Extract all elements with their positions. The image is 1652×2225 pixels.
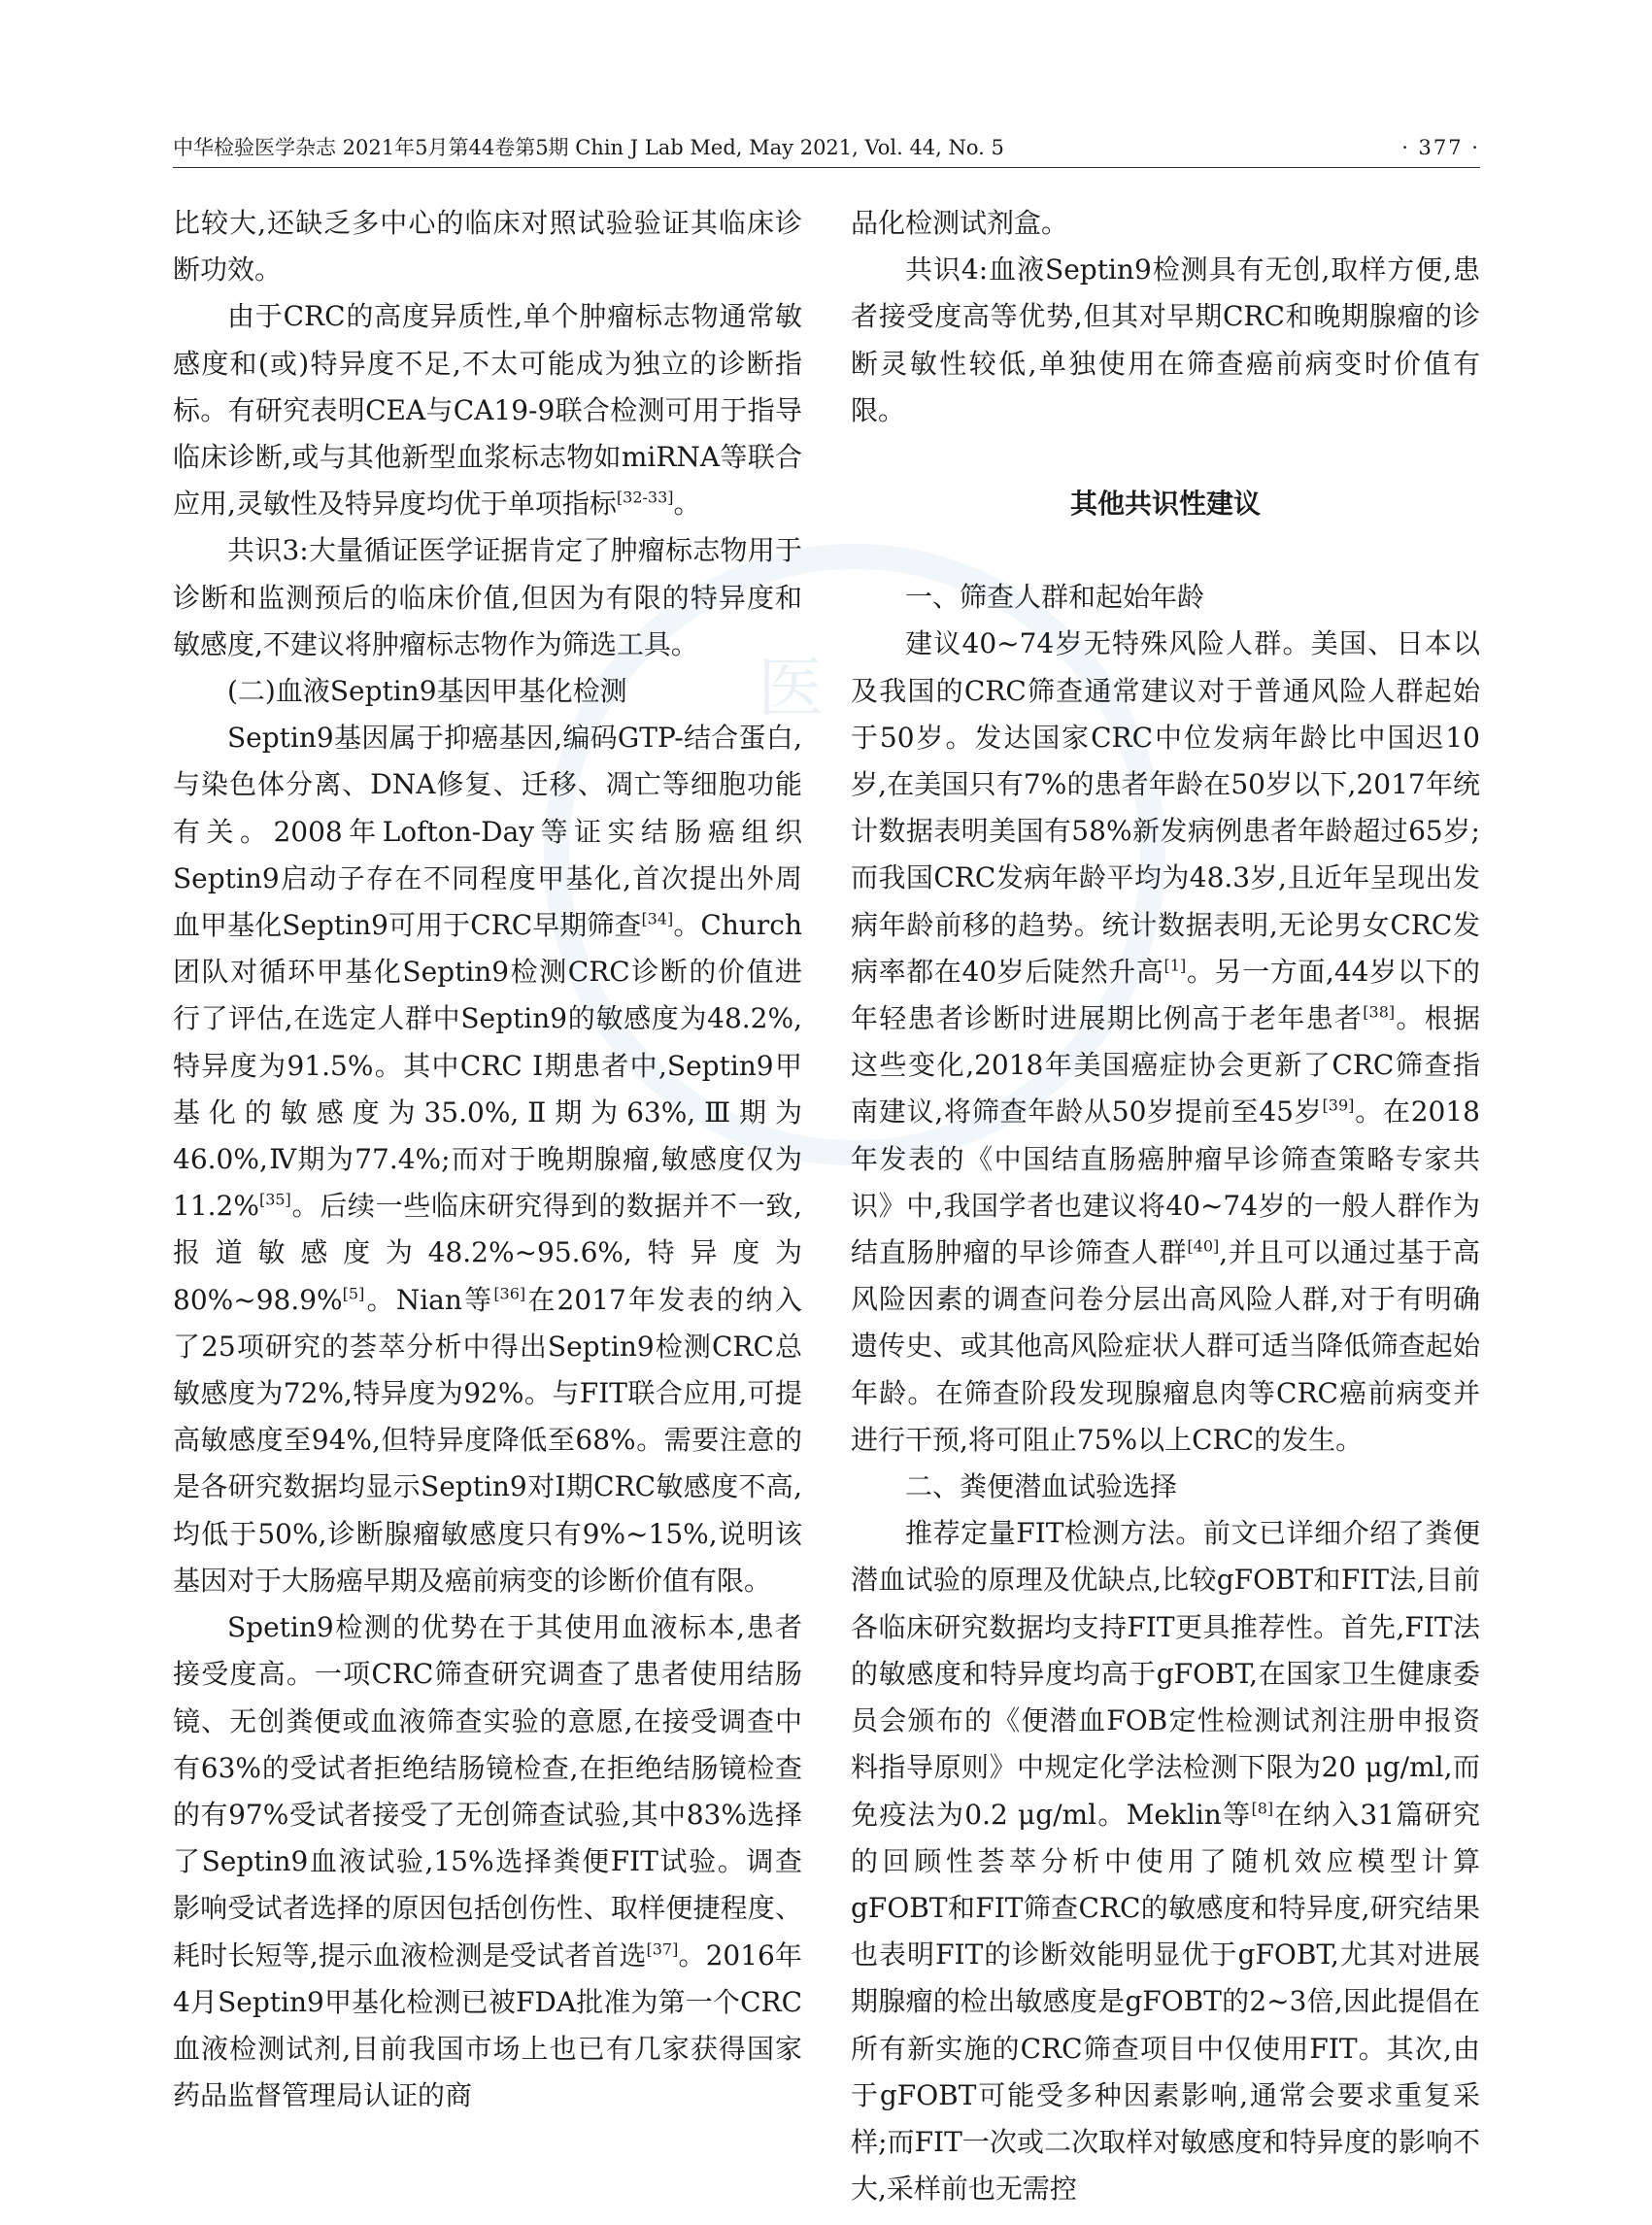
paragraph: 品化检测试剂盒。	[851, 207, 1069, 239]
section-title: 其他共识性建议	[1069, 488, 1261, 521]
journal-citation: 中华检验医学杂志 2021年5月第44卷第5期 Chin J Lab Med, May 2021, Vol. 44, No. 5	[173, 136, 1004, 159]
running-header	[173, 128, 1480, 168]
consensus-3: 共识3:大量循证医学证据肯定了肿瘤标志物用于诊断和监测预后的临床价值,但因为有限的特异度和敏感度,不建议将肿瘤标志物作为筛选工具。	[173, 534, 802, 660]
paragraph: 比较大,还缺乏多中心的临床对照试验验证其临床诊断功效。	[173, 207, 802, 287]
citation-ref: [34]	[641, 909, 674, 928]
subsection-heading: (二)血液Septin9基因甲基化检测	[227, 675, 627, 708]
watermark-glyph: 医	[758, 651, 825, 727]
paragraph: Spetin9检测的优势在于其使用血液标本,患者接受度高。一项CRC筛查研究调查了患者使用结肠镜、无创粪便或血液筛查实验的意愿,在接受调查中有63%的受试者拒绝结肠镜检查,在拒绝结肠镜检查的有97%受试者接受了无创筛查试验,其中83%选择了Septin9血液试验,15%选择粪便FIT试验。调查影响受试者选择的原因包括创伤性、取样便捷程度、耗时长短等,提示血液检测是受试者首选[37]。2016年4月Septin9甲基化检测已被FDA批准为第一个CRC血液检测试剂,目前我国市场上也已有几家获得国家药品监督管理局认证的商	[173, 1611, 802, 2112]
paragraph: 由于CRC的高度异质性,单个肿瘤标志物通常敏感度和(或)特异度不足,不太可能成为独立的诊断指标。有研究表明CEA与CA19-9联合检测可用于指导临床诊断,或与其他新型血浆标志物如miRNA等联合应用,灵敏性及特异度均优于单项指标[32-33]。	[173, 300, 802, 521]
subsection-heading: 二、粪便潜血试验选择	[905, 1470, 1178, 1503]
paragraph: 推荐定量FIT检测方法。前文已详细介绍了粪便潜血试验的原理及优缺点,比较gFOBT和FIT法,目前各临床研究数据均支持FIT更具推荐性。首先,FIT法的敏感度和特异度均高于gFOBT,在国家卫生健康委员会颁布的《便潜血FOB定性检测试剂注册申报资料指导原则》中规定化学法检测下限为20 μg/ml,而免疫法为0.2 μg/ml。Meklin等[8]在纳入31篇研究的回顾性荟萃分析中使用了随机效应模型计算gFOBT和FIT筛查CRC的敏感度和特异度,研究结果也表明FIT的诊断效能明显优于gFOBT,尤其对进展期腺瘤的检出敏感度是gFOBT的2~3倍,因此提倡在所有新实施的CRC筛查项目中仅使用FIT。其次,由于gFOBT可能受多种因素影响,通常会要求重复采样;而FIT一次或二次取样对敏感度和特异度的影响不大,采样前也无需控	[851, 1517, 1480, 2206]
left-column	[173, 200, 802, 2119]
paragraph: 建议40~74岁无特殊风险人群。美国、日本以及我国的CRC筛查通常建议对于普通风险人群起始于50岁。发达国家CRC中位发病年龄比中国迟10岁,在美国只有7%的患者年龄在50岁以下,2017年统计数据表明美国有58%新发病例患者年龄超过65岁;而我国CRC发病年龄平均为48.3岁,且近年呈现出发病年龄前移的趋势。统计数据表明,无论男女CRC发病率都在40岁后陡然升高[1]。另一方面,44岁以下的年轻患者诊断时进展期比例高于老年患者[38]。根据这些变化,2018年美国癌症协会更新了CRC筛查指南建议,将筛查年龄从50岁提前至45岁[39]。在2018年发表的《中国结直肠癌肿瘤早诊筛查策略专家共识》中,我国学者也建议将40~74岁的一般人群作为结直肠肿瘤的早诊筛查人群[40],并且可以通过基于高风险因素的调查问卷分层出高风险人群,对于有明确遗传史、或其他高风险症状人群可适当降低筛查起始年龄。在筛查阶段发现腺瘤息肉等CRC癌前病变并进行干预,将可阻止75%以上CRC的发生。	[851, 627, 1480, 1456]
citation-ref: [35]	[258, 1190, 291, 1209]
citation-ref: [37]	[646, 1939, 679, 1959]
right-column	[851, 200, 1480, 2212]
citation-ref: [39]	[1322, 1096, 1355, 1116]
citation-ref: [5]	[342, 1284, 365, 1303]
citation-ref: [36]	[493, 1284, 526, 1303]
citation-ref: [1]	[1163, 956, 1187, 975]
subsection-heading: 一、筛查人群和起始年龄	[905, 581, 1205, 614]
citation-ref: [32-33]	[616, 488, 674, 507]
citation-ref: [40]	[1187, 1236, 1220, 1256]
paragraph: Septin9基因属于抑癌基因,编码GTP-结合蛋白,与染色体分离、DNA修复、迁移、凋亡等细胞功能有关。2008年Lofton-Day等证实结肠癌组织Septin9启动子存在不同程度甲基化,首次提出外周血甲基化Septin9可用于CRC早期筛查[34]。Church团队对循环甲基化Septin9检测CRC诊断的价值进行了评估,在选定人群中Septin9的敏感度为48.2%,特异度为91.5%。其中CRC Ⅰ期患者中,Septin9甲基化的敏感度为35.0%,Ⅱ期为63%,Ⅲ期为46.0%,Ⅳ期为77.4%;而对于晚期腺瘤,敏感度仅为11.2%[35]。后续一些临床研究得到的数据并不一致,报道敏感度为48.2%~95.6%,特异度为80%~98.9%[5]。Nian等[36]在2017年发表的纳入了25项研究的荟萃分析中得出Septin9检测CRC总敏感度为72%,特异度为92%。与FIT联合应用,可提高敏感度至94%,但特异度降低至68%。需要注意的是各研究数据均显示Septin9对Ⅰ期CRC敏感度不高,均低于50%,诊断腺瘤敏感度只有9%~15%,说明该基因对于大肠癌早期及癌前病变的诊断价值有限。	[173, 722, 802, 1597]
citation-ref: [8]	[1251, 1799, 1274, 1818]
consensus-4: 共识4:血液Septin9检测具有无创,取样方便,患者接受度高等优势,但其对早期CRC和晚期腺瘤的诊断灵敏性较低,单独使用在筛查癌前病变时价值有限。	[851, 253, 1480, 426]
citation-ref: [38]	[1363, 1002, 1396, 1022]
page-number: · 377 ·	[1401, 136, 1480, 159]
